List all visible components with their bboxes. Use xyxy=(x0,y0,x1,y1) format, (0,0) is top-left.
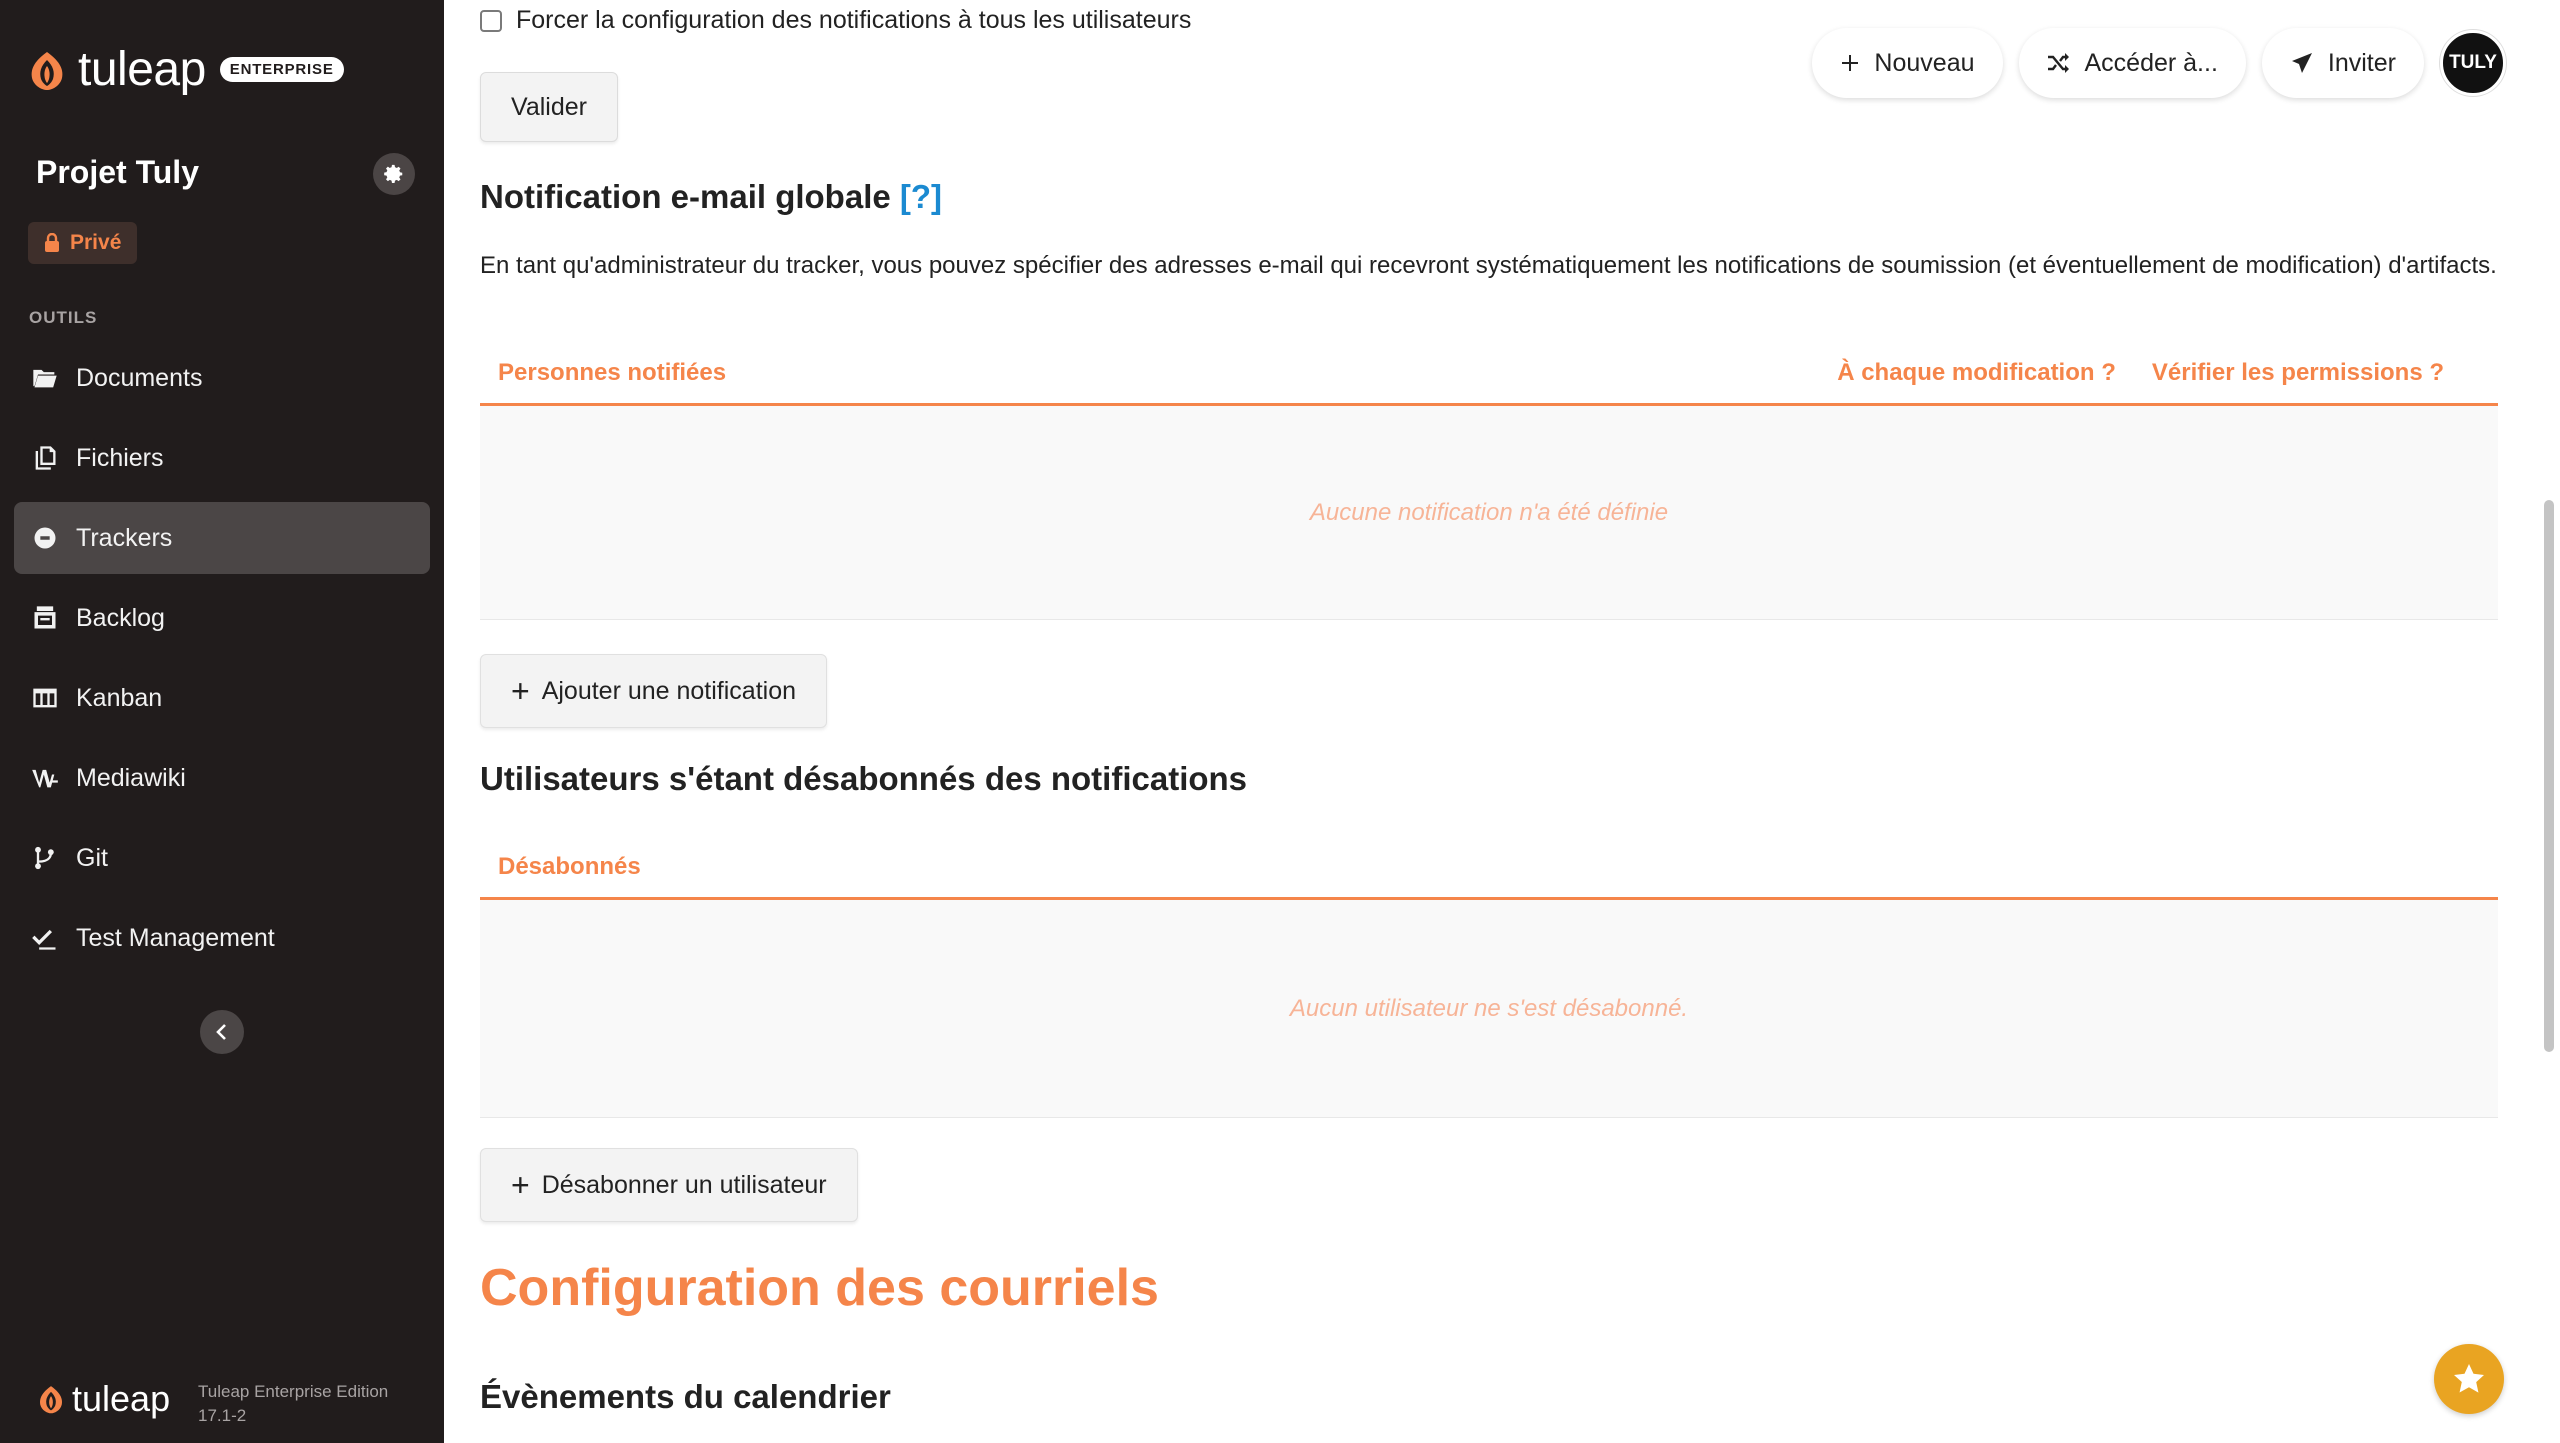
sidebar-item-label: Mediawiki xyxy=(76,763,186,792)
footer-logo-text: tuleap xyxy=(72,1378,171,1419)
notifications-table xyxy=(480,342,2498,620)
plus-icon: + xyxy=(511,1167,530,1203)
sidebar-item-documents[interactable] xyxy=(14,342,430,414)
logo-text: tuleap xyxy=(78,43,206,96)
new-button[interactable] xyxy=(1812,28,2002,98)
sidebar-item-test-management[interactable] xyxy=(14,902,430,974)
sidebar-item-label: Kanban xyxy=(76,683,163,712)
help-link[interactable]: [?] xyxy=(899,178,943,215)
calendar-events-title: Évènements du calendrier xyxy=(480,1378,891,1415)
favorite-star-button[interactable] xyxy=(2434,1344,2504,1414)
visibility-badge xyxy=(28,222,137,264)
sidebar-item-label: Fichiers xyxy=(76,443,164,472)
sidebar-item-label: Git xyxy=(76,843,108,872)
star-icon xyxy=(2451,1361,2487,1397)
unsubscribe-user-button[interactable] xyxy=(480,1148,858,1222)
shuffle-icon xyxy=(2047,52,2071,74)
project-settings-button[interactable] xyxy=(373,153,415,195)
main-content xyxy=(444,0,2560,1443)
chevron-left-icon xyxy=(215,1023,229,1041)
sidebar-item-fichiers[interactable] xyxy=(14,422,430,494)
sidebar-item-backlog[interactable] xyxy=(14,582,430,654)
column-each-change: À chaque modification ? xyxy=(1837,358,2116,386)
unsubscribed-table xyxy=(480,836,2498,1118)
invite-button[interactable] xyxy=(2262,28,2424,98)
global-notification-title xyxy=(480,178,942,216)
global-notification-title-text: Notification e-mail globale xyxy=(480,178,891,215)
sidebar-item-label: Backlog xyxy=(76,603,165,632)
column-check-permissions: Vérifier les permissions ? xyxy=(2151,358,2444,386)
page-scrollbar[interactable] xyxy=(2544,500,2554,1052)
sidebar-item-kanban[interactable] xyxy=(14,662,430,734)
unsubscribed-empty-state: Aucun utilisateur ne s'est désabonné. xyxy=(480,900,2498,1118)
plus-icon: + xyxy=(511,673,530,709)
tuleap-logo[interactable] xyxy=(26,42,344,97)
tracker-icon xyxy=(30,523,60,553)
sidebar-item-label: Test Management xyxy=(76,923,275,952)
invite-button-label: Inviter xyxy=(2327,48,2396,77)
column-notified-people: Personnes notifiées xyxy=(498,358,727,386)
gear-icon xyxy=(383,163,405,185)
sidebar xyxy=(0,0,444,1443)
sidebar-item-git[interactable] xyxy=(14,822,430,894)
unsubscribed-table-header xyxy=(480,836,2498,900)
check-icon xyxy=(30,923,60,953)
sidebar-item-mediawiki[interactable] xyxy=(14,742,430,814)
add-notification-button[interactable] xyxy=(480,654,827,728)
folder-icon xyxy=(30,363,60,393)
user-avatar[interactable]: TULY xyxy=(2440,30,2506,96)
paper-plane-icon xyxy=(2290,51,2314,75)
new-button-label: Nouveau xyxy=(1874,48,1975,77)
footer-logo xyxy=(36,1378,170,1420)
sidebar-item-label: Trackers xyxy=(76,523,173,552)
footer-version-number: 17.1-2 xyxy=(198,1406,247,1425)
notifications-table-header xyxy=(480,342,2498,406)
collapse-sidebar-button[interactable] xyxy=(200,1010,244,1054)
validate-button[interactable]: Valider xyxy=(480,72,618,142)
global-notification-description: En tant qu'administrateur du tracker, vous pouvez spécifier des adresses e-mail qui recevront systématiquement les notifications de soumission (et éventuellement de modification) d'artifacts. xyxy=(480,252,2497,279)
add-notification-label: Ajouter une notification xyxy=(541,676,797,705)
notifications-empty-state: Aucune notification n'a été définie xyxy=(480,406,2498,620)
top-actions-bar xyxy=(1796,28,2506,98)
backlog-icon xyxy=(30,603,60,633)
force-notifications-checkbox[interactable] xyxy=(480,10,502,32)
footer-edition-text: Tuleap Enterprise Edition xyxy=(198,1382,389,1401)
email-config-title: Configuration des courriels xyxy=(480,1259,1159,1317)
force-notifications-label: Forcer la configuration des notifications à tous les utilisateurs xyxy=(516,6,1192,34)
lock-icon xyxy=(44,233,60,253)
sidebar-item-trackers[interactable] xyxy=(14,502,430,574)
files-icon xyxy=(30,443,60,473)
column-unsubscribed: Désabonnés xyxy=(498,852,641,880)
tools-section-label: OUTILS xyxy=(29,308,98,327)
sidebar-item-label: Documents xyxy=(76,363,203,392)
kanban-icon xyxy=(30,683,60,713)
enterprise-badge: ENTERPRISE xyxy=(220,57,344,82)
mediawiki-icon xyxy=(30,763,60,793)
force-notifications-option[interactable] xyxy=(480,6,1191,35)
tuleap-flame-icon xyxy=(36,1383,66,1415)
visibility-label: Privé xyxy=(70,231,122,254)
plus-icon xyxy=(1840,53,1860,73)
unsubscribed-users-title: Utilisateurs s'étant désabonnés des notifications xyxy=(480,760,1248,797)
git-icon xyxy=(30,843,60,873)
footer-version xyxy=(198,1380,388,1428)
sidebar-nav xyxy=(14,342,430,982)
goto-button-label: Accéder à... xyxy=(2084,48,2218,77)
tuleap-flame-icon xyxy=(26,48,68,92)
project-name[interactable]: Projet Tuly xyxy=(36,154,199,190)
unsubscribe-user-label: Désabonner un utilisateur xyxy=(541,1170,827,1199)
goto-button[interactable] xyxy=(2019,28,2246,98)
